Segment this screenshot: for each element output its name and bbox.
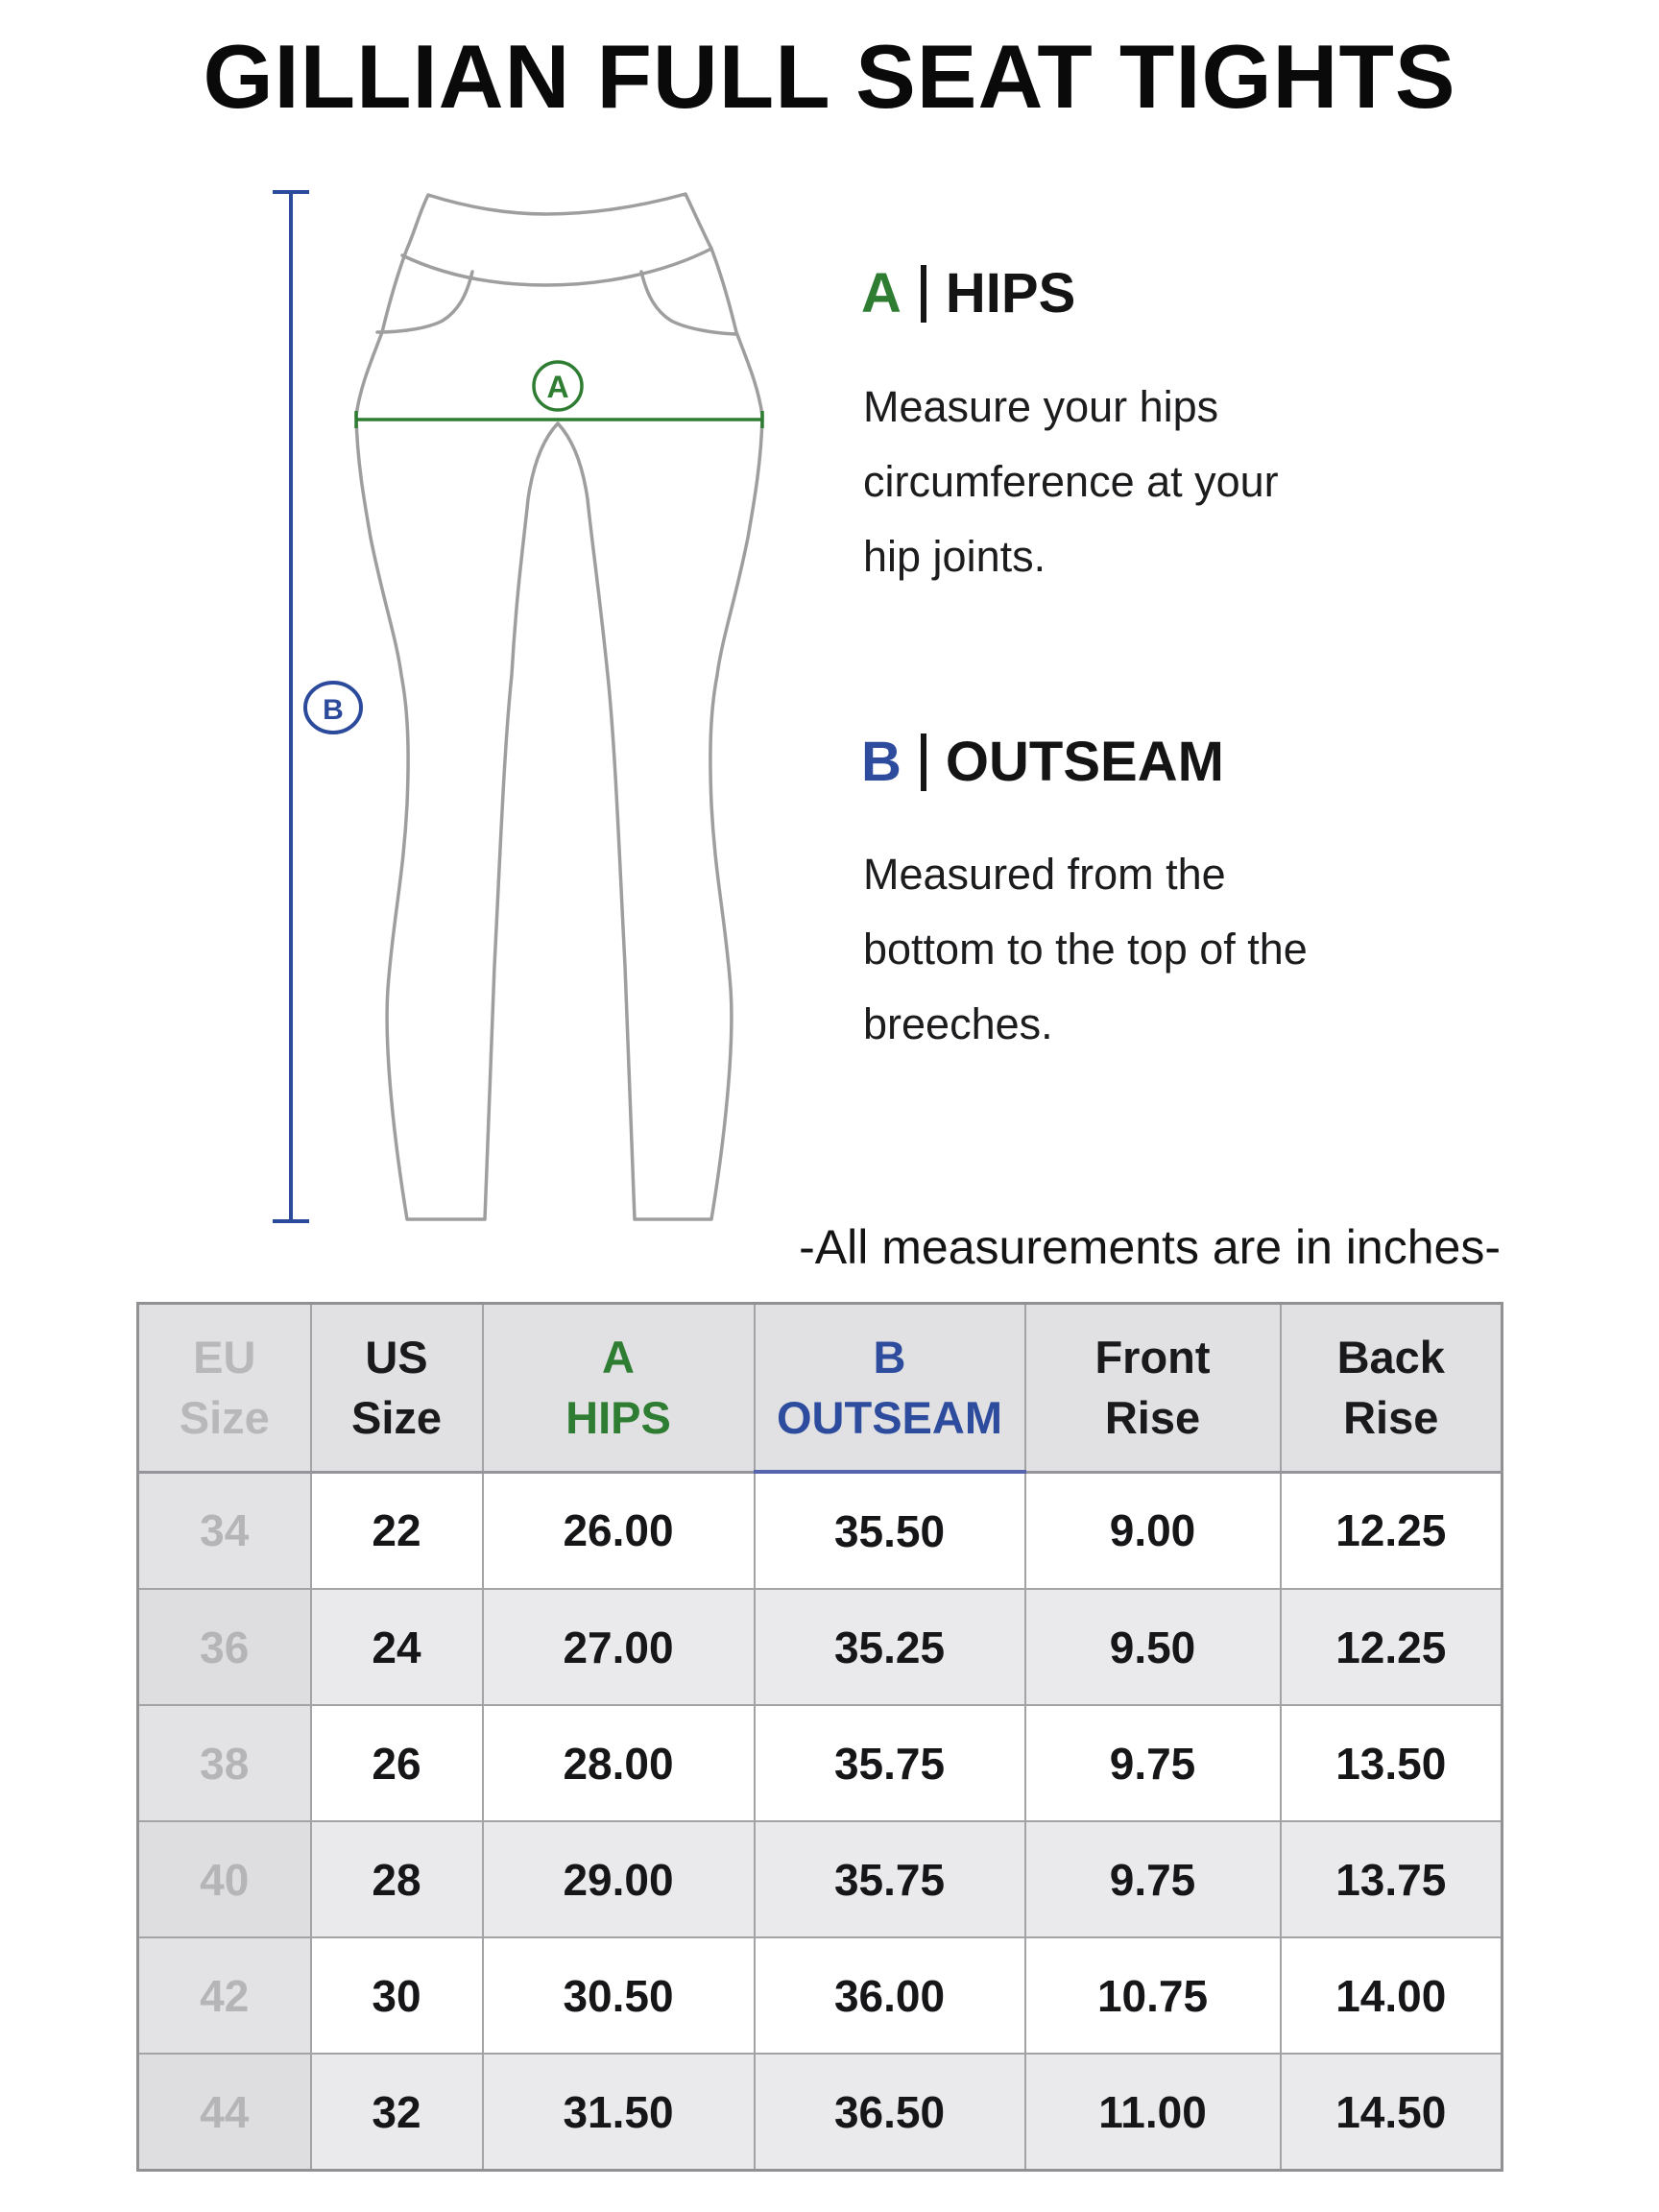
table-cell: 27.00 — [483, 1589, 755, 1705]
table-cell: 29.00 — [483, 1821, 755, 1937]
table-row — [138, 1937, 1503, 2054]
col-header-hips — [483, 1304, 755, 1473]
table-cell: 14.00 — [1281, 1937, 1503, 2054]
table-cell: 35.50 — [755, 1472, 1025, 1589]
leggings-outline — [356, 194, 762, 1219]
table-cell: 36 — [138, 1589, 311, 1705]
table-cell: 10.75 — [1025, 1937, 1281, 2054]
heading-divider-bar — [921, 265, 926, 323]
outseam-description: Measured from the bottom to the top of the breeches. — [863, 850, 1308, 1048]
outseam-letter: B — [861, 731, 902, 793]
table-cell: 30 — [311, 1937, 483, 2054]
table-cell: 28.00 — [483, 1705, 755, 1821]
table-cell: 38 — [138, 1705, 311, 1821]
table-cell: 32 — [311, 2054, 483, 2171]
outseam-label: OUTSEAM — [945, 731, 1224, 793]
col-header-text: HIPS — [565, 1392, 671, 1444]
waistband-seam — [402, 249, 711, 285]
col-header-text: B — [873, 1332, 906, 1382]
table-cell: 13.50 — [1281, 1705, 1503, 1821]
table-cell: 9.50 — [1025, 1589, 1281, 1705]
table-cell: 40 — [138, 1821, 311, 1937]
col-header-text: Back — [1336, 1332, 1445, 1383]
col-header-text: Size — [179, 1392, 270, 1444]
hips-description: Measure your hips circumference at your hip joints. — [863, 382, 1279, 581]
table-cell: 9.75 — [1025, 1821, 1281, 1937]
header-row — [138, 1304, 1503, 1473]
table-cell: 22 — [311, 1472, 483, 1589]
col-header-text: Rise — [1343, 1392, 1439, 1444]
outseam-marker-badge — [305, 683, 361, 733]
hips-label: HIPS — [945, 262, 1076, 325]
table-row — [138, 1589, 1503, 1705]
table-cell: 11.00 — [1025, 2054, 1281, 2171]
hips-instruction-heading — [861, 261, 1075, 325]
hips-letter: A — [861, 262, 902, 325]
table-cell: 42 — [138, 1937, 311, 2054]
table-cell: 9.00 — [1025, 1472, 1281, 1589]
table-cell: 36.00 — [755, 1937, 1025, 2054]
table-cell: 14.50 — [1281, 2054, 1503, 2171]
table-cell: 34 — [138, 1472, 311, 1589]
table-row — [138, 1705, 1503, 1821]
col-header-eu-size — [138, 1304, 311, 1473]
table-cell: 9.75 — [1025, 1705, 1281, 1821]
page-title: GILLIAN FULL SEAT TIGHTS — [203, 26, 1456, 127]
table-row — [138, 1821, 1503, 1937]
table-row — [138, 2054, 1503, 2171]
table-cell: 28 — [311, 1821, 483, 1937]
col-header-outseam — [755, 1304, 1025, 1473]
col-header-text: A — [602, 1332, 635, 1383]
table-cell: 35.75 — [755, 1821, 1025, 1937]
col-header-text: US — [365, 1332, 428, 1383]
units-note: -All measurements are in inches- — [799, 1220, 1501, 1274]
table-cell: 44 — [138, 2054, 311, 2171]
col-header-front-rise — [1025, 1304, 1281, 1473]
table-row — [138, 1472, 1503, 1589]
table-cell: 36.50 — [755, 2054, 1025, 2171]
outseam-instruction-heading — [861, 730, 1224, 794]
hips-marker-badge — [534, 362, 582, 410]
table-cell: 12.25 — [1281, 1472, 1503, 1589]
col-header-text: OUTSEAM — [777, 1392, 1002, 1443]
outseam-marker-letter: B — [323, 694, 344, 726]
table-cell: 24 — [311, 1589, 483, 1705]
col-header-text: EU — [193, 1332, 256, 1383]
table-cell: 35.75 — [755, 1705, 1025, 1821]
col-header-text: Rise — [1104, 1392, 1201, 1444]
col-header-back-rise — [1281, 1304, 1503, 1473]
table-cell: 30.50 — [483, 1937, 755, 2054]
col-header-text: Front — [1094, 1332, 1211, 1383]
hips-marker-letter: A — [546, 370, 569, 404]
table-cell: 26.00 — [483, 1472, 755, 1589]
col-header-us-size — [311, 1304, 483, 1473]
table-cell: 12.25 — [1281, 1589, 1503, 1705]
size-chart-table — [136, 1302, 1503, 2172]
heading-divider-bar — [921, 733, 926, 791]
tights-measurement-diagram — [250, 173, 787, 1229]
col-header-text: Size — [350, 1392, 443, 1444]
table-cell: 26 — [311, 1705, 483, 1821]
table-cell: 31.50 — [483, 2054, 755, 2171]
table-cell: 13.75 — [1281, 1821, 1503, 1937]
table-cell: 35.25 — [755, 1589, 1025, 1705]
